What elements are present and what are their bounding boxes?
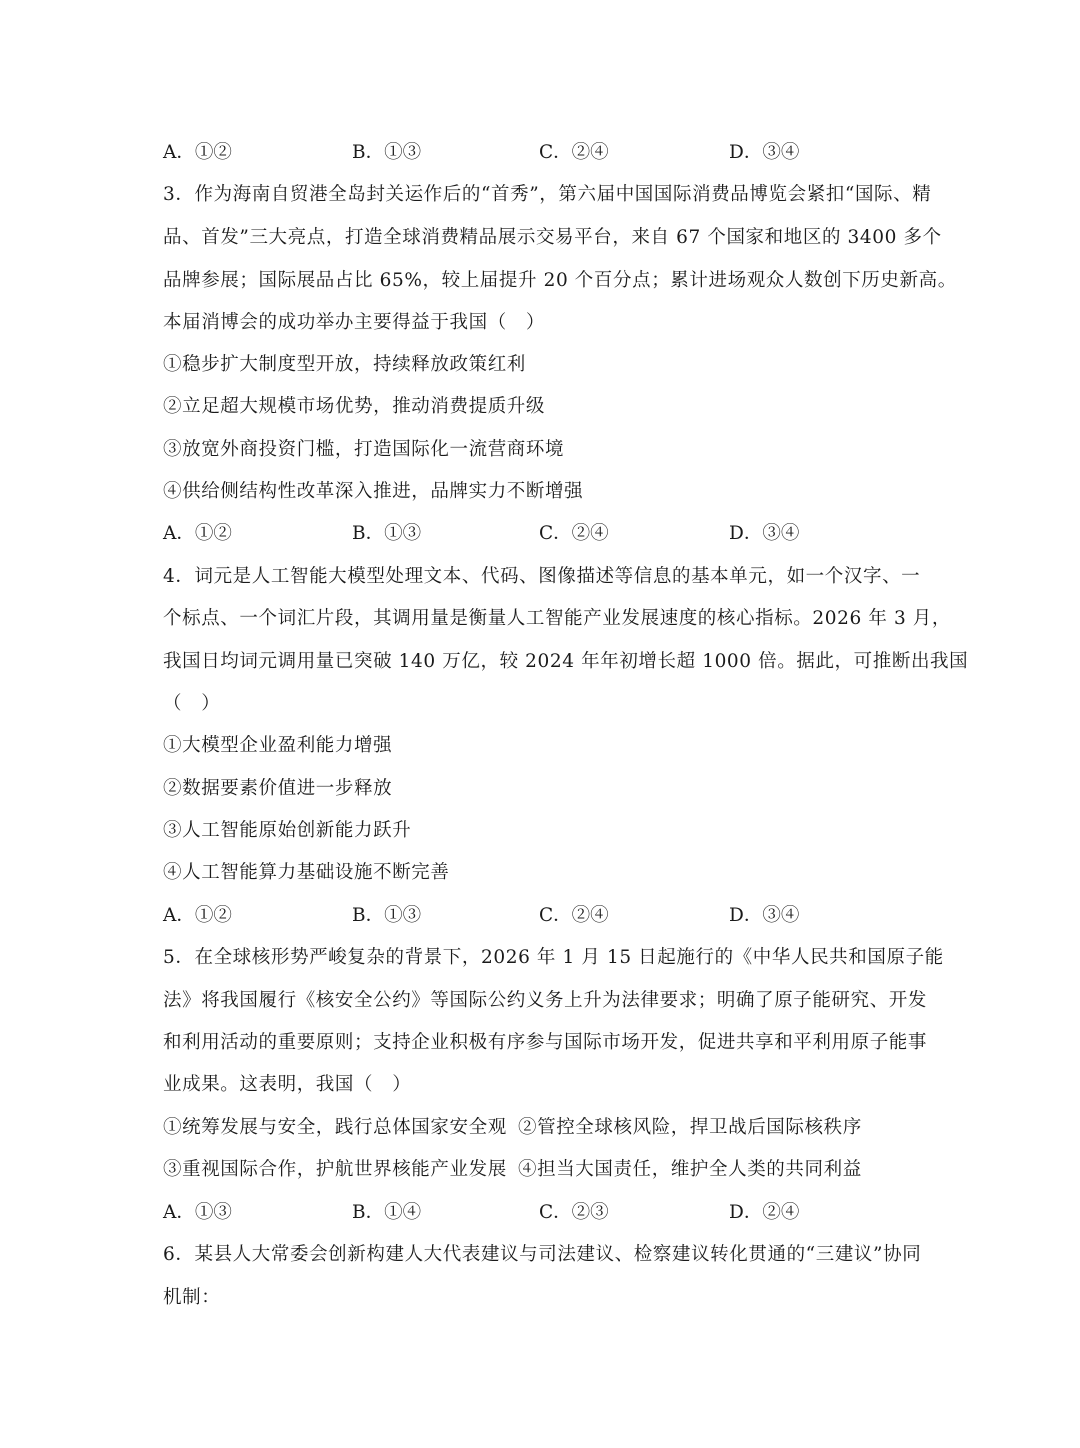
q4-option-3: ③人工智能原始创新能力跃升	[163, 820, 412, 841]
q3-choice-b: B．①③	[352, 523, 422, 544]
q3-option-4: ④供给侧结构性改革深入推进，品牌实力不断增强	[163, 481, 584, 502]
q5-option-2: ②管控全球核风险，捍卫战后国际核秩序	[518, 1117, 862, 1138]
q2-choice-b: B．①③	[352, 142, 422, 163]
q3-choices	[163, 521, 923, 547]
q4-choices	[163, 903, 923, 929]
q5-stem-line-2: 法》将我国履行《核安全公约》等国际公约义务上升为法律要求；明确了原子能研究、开发	[163, 990, 928, 1011]
q3-option-2: ②立足超大规模市场优势，推动消费提质升级	[163, 396, 546, 417]
q5-choice-d: D．②④	[729, 1202, 800, 1223]
q4-option-1: ①大模型企业盈利能力增强	[163, 735, 393, 756]
q5-stem-line-3: 和利用活动的重要原则；支持企业积极有序参与国际市场开发，促进共享和平利用原子能事	[163, 1032, 928, 1053]
q4-option-4: ④人工智能算力基础设施不断完善	[163, 862, 450, 883]
q3-option-3: ③放宽外商投资门槛，打造国际化一流营商环境	[163, 439, 565, 460]
q5-stem-line-1: 5．在全球核形势严峻复杂的背景下，2026 年 1 月 15 日起施行的《中华人民共和国原子能	[163, 947, 944, 968]
q2-choice-d: D．③④	[729, 142, 800, 163]
q3-choice-a: A．①②	[163, 523, 232, 544]
q3-choice-d: D．③④	[729, 523, 800, 544]
q5-options-row-2	[163, 1157, 923, 1183]
q4-choice-b: B．①③	[352, 905, 422, 926]
q6-stem-line-1: 6．某县人大常委会创新构建人大代表建议与司法建议、检察建议转化贯通的“三建议”协同	[163, 1244, 922, 1265]
q5-choices	[163, 1200, 923, 1226]
q5-choice-b: B．①④	[352, 1202, 422, 1223]
q5-option-3: ③重视国际合作，护航世界核能产业发展	[163, 1159, 507, 1180]
q3-stem-line-2: 品、首发”三大亮点，打造全球消费精品展示交易平台，来自 67 个国家和地区的 3400 多个	[163, 227, 942, 248]
q5-options-row-1	[163, 1115, 923, 1141]
q4-stem-line-3: 我国日均词元调用量已突破 140 万亿，较 2024 年年初增长超 1000 倍。据此，可推断出我国	[163, 651, 969, 672]
q4-stem-line-2: 个标点、一个词汇片段，其调用量是衡量人工智能产业发展速度的核心指标。2026 年 3 月，	[163, 608, 951, 629]
q5-stem-line-4: 业成果。这表明，我国（ ）	[163, 1074, 412, 1095]
q4-choice-c: C．②④	[539, 905, 609, 926]
q4-stem-line-4: （ ）	[163, 693, 221, 714]
q5-option-4: ④担当大国责任，维护全人类的共同利益	[518, 1159, 862, 1180]
q2-choice-c: C．②④	[539, 142, 609, 163]
q5-choice-c: C．②③	[539, 1202, 609, 1223]
q4-option-2: ②数据要素价值进一步释放	[163, 778, 393, 799]
q3-choice-c: C．②④	[539, 523, 609, 544]
q2-choices	[163, 140, 923, 166]
q4-choice-a: A．①②	[163, 905, 232, 926]
q3-stem-line-3: 品牌参展；国际展品占比 65%，较上届提升 20 个百分点；累计进场观众人数创下历史新高。	[163, 270, 957, 291]
q3-stem-line-4: 本届消博会的成功举办主要得益于我国（ ）	[163, 312, 546, 333]
q3-stem-line-1: 3．作为海南自贸港全岛封关运作后的“首秀”，第六届中国国际消费品博览会紧扣“国际、精	[163, 184, 932, 205]
q6-stem-line-2: 机制：	[163, 1287, 221, 1308]
q3-option-1: ①稳步扩大制度型开放，持续释放政策红利	[163, 354, 526, 375]
q4-stem-line-1: 4．词元是人工智能大模型处理文本、代码、图像描述等信息的基本单元，如一个汉字、一	[163, 566, 921, 587]
q5-choice-a: A．①③	[163, 1202, 232, 1223]
q2-choice-a: A．①②	[163, 142, 232, 163]
q5-option-1: ①统筹发展与安全，践行总体国家安全观	[163, 1117, 507, 1138]
q4-choice-d: D．③④	[729, 905, 800, 926]
